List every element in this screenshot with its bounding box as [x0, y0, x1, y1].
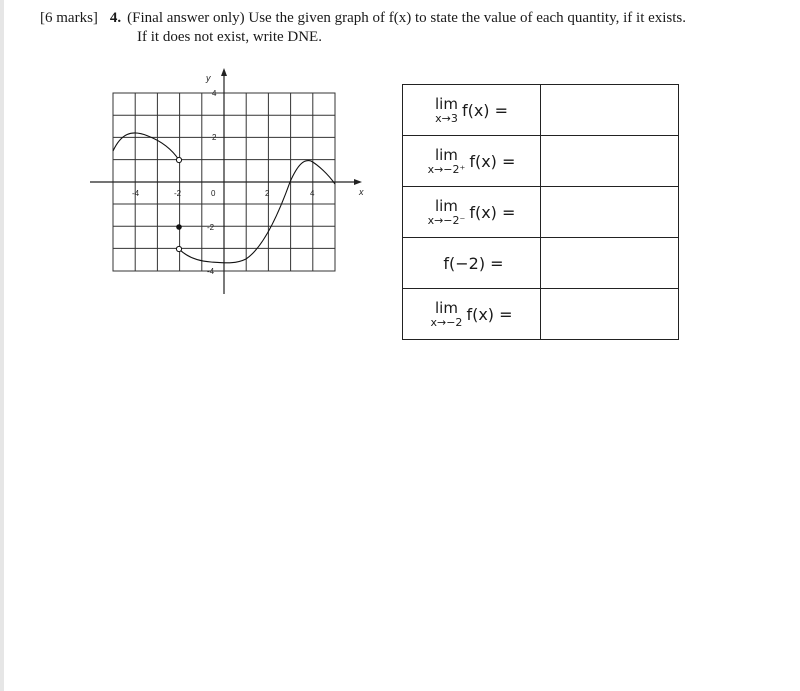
answer-table [402, 84, 679, 340]
limit-prompt-cell [403, 187, 541, 238]
x-axis-label: x [359, 187, 364, 197]
limit-expression: f(x) = [466, 304, 513, 324]
answer-cell[interactable] [541, 187, 679, 238]
lim-word: lim [434, 94, 458, 113]
table-row [403, 187, 679, 238]
limit-expression: f(x) = [461, 100, 509, 120]
y-axis-label: y [206, 73, 211, 83]
table-row [403, 238, 679, 289]
question-line-2: If it does not exist, write DNE. [137, 29, 322, 45]
value-prompt-cell [403, 238, 541, 289]
lim-subscript: x→3 [435, 111, 458, 125]
answer-cell[interactable] [541, 85, 679, 136]
answer-cell[interactable] [541, 136, 679, 187]
value-expression: f(−2) = [443, 253, 504, 273]
limit-prompt-cell [403, 85, 541, 136]
table-row [403, 85, 679, 136]
lim-subscript: x→−2⁻ [427, 213, 466, 227]
left-edge-bar [0, 0, 4, 691]
limit-prompt-cell [403, 289, 541, 340]
graph-axes [90, 68, 362, 294]
open-point [176, 246, 181, 251]
marks-label: [6 marks] [40, 10, 98, 26]
table-row [403, 136, 679, 187]
x-tick: 0 [211, 189, 216, 198]
function-graph [86, 66, 376, 301]
lim-word: lim [434, 196, 458, 215]
lim-word: lim [434, 298, 458, 317]
answer-cell[interactable] [541, 238, 679, 289]
question-text [40, 9, 790, 47]
lim-word: lim [434, 145, 458, 164]
x-tick: -2 [174, 189, 182, 198]
limit-expression: f(x) = [469, 202, 516, 222]
x-tick: 2 [265, 189, 270, 198]
y-tick: 2 [212, 133, 217, 142]
table-row [403, 289, 679, 340]
open-point [176, 157, 181, 162]
answer-cell[interactable] [541, 289, 679, 340]
question-line-1: (Final answer only) Use the given graph of f(x) to state the value of each quantity, if it exists. [127, 10, 687, 26]
question-number: 4. [109, 10, 122, 26]
lim-subscript: x→−2 [430, 315, 463, 329]
y-tick: -4 [207, 267, 215, 276]
x-tick: 4 [310, 189, 315, 198]
closed-point [176, 224, 182, 230]
x-tick: -4 [132, 189, 140, 198]
lim-subscript: x→−2⁺ [427, 162, 466, 176]
y-tick: 4 [212, 89, 217, 98]
graph-tick-labels [132, 73, 364, 276]
limit-expression: f(x) = [469, 151, 516, 171]
limit-prompt-cell [403, 136, 541, 187]
y-tick: -2 [207, 223, 215, 232]
